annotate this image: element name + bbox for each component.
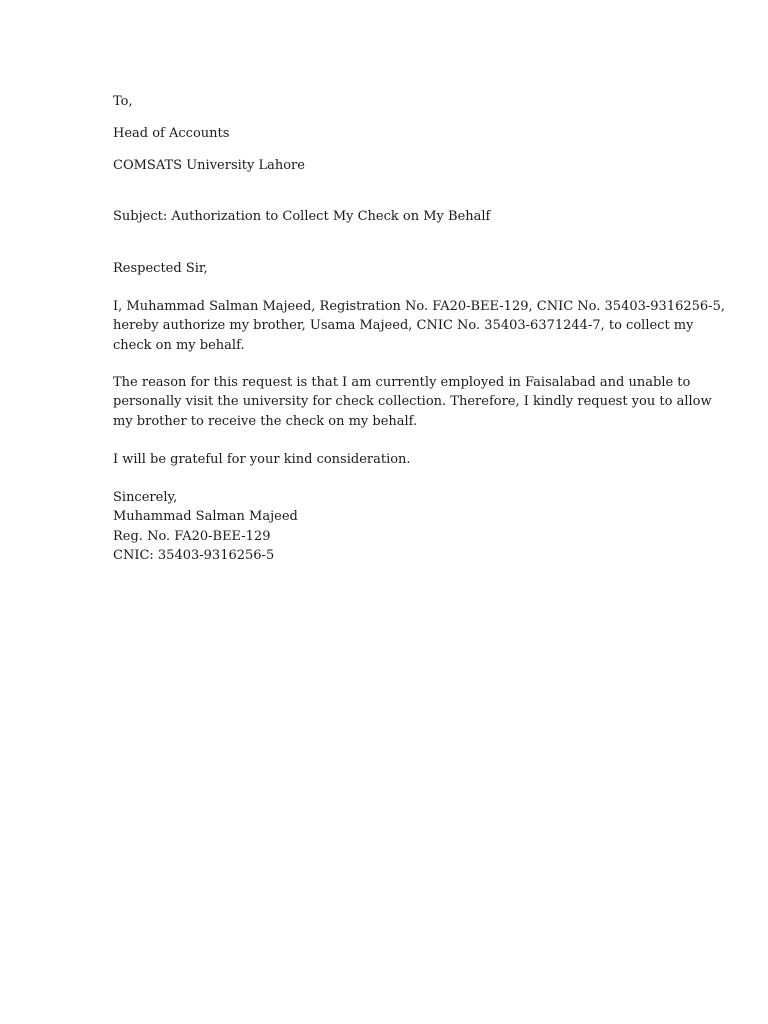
paragraph-line: I, Muhammad Salman Majeed, Registration No. FA20-BEE-129, CNIC No. 35403-9316256-5, <box>113 299 725 314</box>
paragraph-line: hereby authorize my brother, Usama Majeed, CNIC No. 35403-6371244-7, to collect my <box>113 318 694 334</box>
paragraph-line: my brother to receive the check on my behalf. <box>113 413 418 429</box>
greeting: Respected Sir, <box>113 261 208 276</box>
paragraph-authorization <box>113 297 725 355</box>
paragraph-line: check on my behalf. <box>113 337 245 353</box>
salutation-to: To, <box>113 94 133 109</box>
signature-block <box>113 488 673 565</box>
paragraph-reason <box>113 373 712 431</box>
recipient-organization: COMSATS University Lahore <box>113 158 305 173</box>
signature-closing: Sincerely, <box>113 490 178 505</box>
paragraph-line: personally visit the university for check collection. Therefore, I kindly request you to allow <box>113 394 712 410</box>
recipient-title: Head of Accounts <box>113 126 230 141</box>
signature-cnic: CNIC: 35403-9316256-5 <box>113 547 275 563</box>
signature-name: Muhammad Salman Majeed <box>113 509 298 525</box>
closing-line: I will be grateful for your kind consideration. <box>113 452 411 467</box>
paragraph-line: The reason for this request is that I am currently employed in Faisalabad and unable to <box>113 375 691 390</box>
subject-line: Subject: Authorization to Collect My Check on My Behalf <box>113 209 491 224</box>
signature-reg-no: Reg. No. FA20-BEE-129 <box>113 528 271 544</box>
